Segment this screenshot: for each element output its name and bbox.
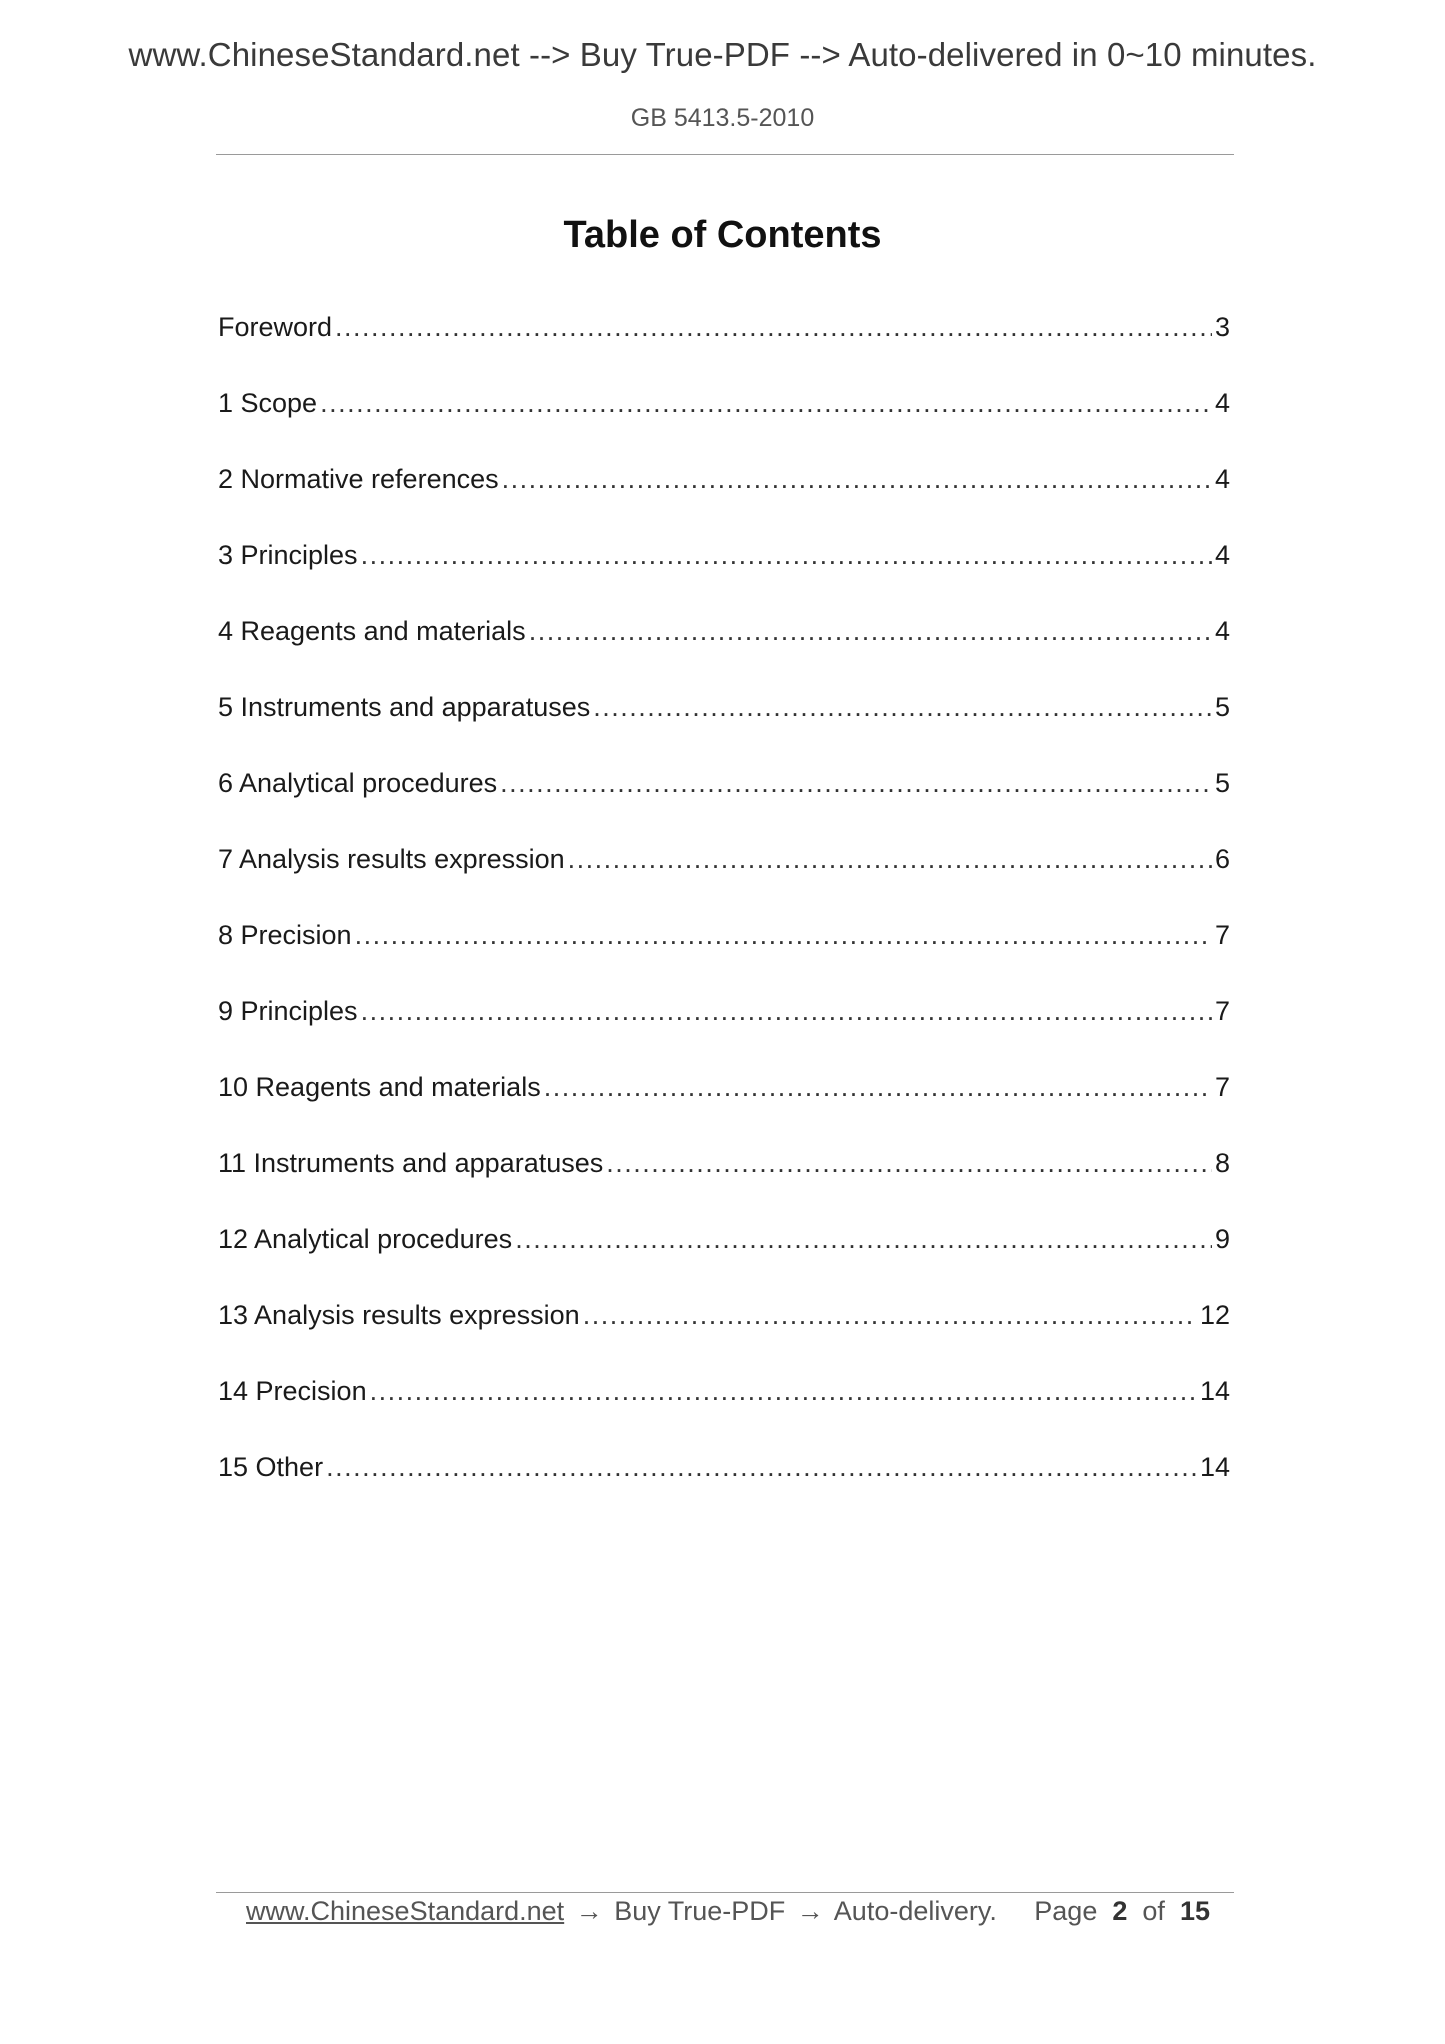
dot-leader xyxy=(361,540,1212,571)
dot-leader xyxy=(515,1224,1212,1255)
toc-entry-page: 3 xyxy=(1214,312,1230,342)
toc-entry-label: 14 Precision xyxy=(218,1376,367,1406)
right-arrow-icon: → xyxy=(575,1896,603,1926)
site-link[interactable]: www.ChineseStandard.net xyxy=(246,1896,565,1926)
toc-entry[interactable] xyxy=(218,1224,1230,1300)
toc-entry-label: 5 Instruments and apparatuses xyxy=(218,692,591,722)
toc-entry-page: 7 xyxy=(1214,1072,1230,1102)
toc-entry-page: 8 xyxy=(1214,1148,1230,1178)
dot-leader xyxy=(320,388,1212,419)
header-divider xyxy=(216,154,1234,155)
toc-entry[interactable] xyxy=(218,768,1230,844)
footer-buy-text: Buy True-PDF xyxy=(614,1896,786,1926)
toc-entry[interactable] xyxy=(218,920,1230,996)
of-word: of xyxy=(1142,1896,1165,1926)
page-word: Page xyxy=(1034,1896,1098,1926)
toc-entry-page: 5 xyxy=(1214,768,1230,798)
page-indicator xyxy=(1034,1896,1210,1927)
dot-leader xyxy=(361,996,1212,1027)
toc-entry-page: 4 xyxy=(1214,540,1230,570)
toc-entry-label: 15 Other xyxy=(218,1452,324,1482)
dot-leader xyxy=(370,1376,1197,1407)
dot-leader xyxy=(583,1300,1197,1331)
toc-entry-page: 12 xyxy=(1199,1300,1230,1330)
toc-entry-page: 4 xyxy=(1214,388,1230,418)
toc-entry[interactable] xyxy=(218,616,1230,692)
toc-entry-page: 7 xyxy=(1214,920,1230,950)
page-title: Table of Contents xyxy=(563,214,882,256)
toc-entry-label: 4 Reagents and materials xyxy=(218,616,526,646)
toc-entry[interactable] xyxy=(218,844,1230,920)
toc-entry[interactable] xyxy=(218,1452,1230,1528)
current-page-number: 2 xyxy=(1112,1896,1128,1926)
dot-leader xyxy=(544,1072,1212,1103)
toc-entry-label: 13 Analysis results expression xyxy=(218,1300,580,1330)
dot-leader xyxy=(335,312,1212,343)
toc-entry[interactable] xyxy=(218,388,1230,464)
toc-entry-page: 7 xyxy=(1214,996,1230,1026)
toc-entry[interactable] xyxy=(218,1376,1230,1452)
toc-entry-page: 14 xyxy=(1199,1376,1230,1406)
footer-delivery-text: Auto-delivery. xyxy=(833,1896,997,1926)
toc-entry-label: 7 Analysis results expression xyxy=(218,844,565,874)
page-footer xyxy=(216,1896,1234,1936)
dot-leader xyxy=(593,692,1212,723)
toc-entry-label: 2 Normative references xyxy=(218,464,499,494)
toc-entry-label: Foreword xyxy=(218,312,333,342)
top-banner: www.ChineseStandard.net --> Buy True-PDF --> Auto-delivered in 0~10 minutes. xyxy=(128,36,1317,73)
right-arrow-icon: → xyxy=(796,1896,824,1926)
toc-entry[interactable] xyxy=(218,312,1230,388)
total-page-count: 15 xyxy=(1179,1896,1210,1926)
dot-leader xyxy=(355,920,1212,951)
toc-entry[interactable] xyxy=(218,1148,1230,1224)
toc-entry-page: 5 xyxy=(1214,692,1230,722)
toc-entry-page: 4 xyxy=(1214,464,1230,494)
dot-leader xyxy=(326,1452,1197,1483)
table-of-contents xyxy=(218,312,1230,1528)
dot-leader xyxy=(606,1148,1212,1179)
toc-entry-label: 3 Principles xyxy=(218,540,358,570)
toc-entry-label: 12 Analytical procedures xyxy=(218,1224,513,1254)
toc-entry-label: 6 Analytical procedures xyxy=(218,768,498,798)
toc-entry[interactable] xyxy=(218,692,1230,768)
toc-entry-label: 10 Reagents and materials xyxy=(218,1072,541,1102)
toc-entry-page: 6 xyxy=(1214,844,1230,874)
document-code: GB 5413.5-2010 xyxy=(630,104,815,132)
footer-promo xyxy=(246,1896,997,1927)
toc-entry-label: 9 Principles xyxy=(218,996,358,1026)
footer-divider xyxy=(216,1892,1234,1893)
toc-entry[interactable] xyxy=(218,464,1230,540)
toc-entry-page: 4 xyxy=(1214,616,1230,646)
toc-entry-page: 9 xyxy=(1214,1224,1230,1254)
toc-entry[interactable] xyxy=(218,1072,1230,1148)
toc-entry-page: 14 xyxy=(1199,1452,1230,1482)
dot-leader xyxy=(502,464,1212,495)
dot-leader xyxy=(500,768,1212,799)
toc-entry[interactable] xyxy=(218,1300,1230,1376)
toc-entry-label: 11 Instruments and apparatuses xyxy=(218,1148,604,1178)
toc-entry[interactable] xyxy=(218,996,1230,1072)
toc-entry-label: 8 Precision xyxy=(218,920,352,950)
toc-entry-label: 1 Scope xyxy=(218,388,318,418)
dot-leader xyxy=(529,616,1212,647)
dot-leader xyxy=(568,844,1212,875)
toc-entry[interactable] xyxy=(218,540,1230,616)
